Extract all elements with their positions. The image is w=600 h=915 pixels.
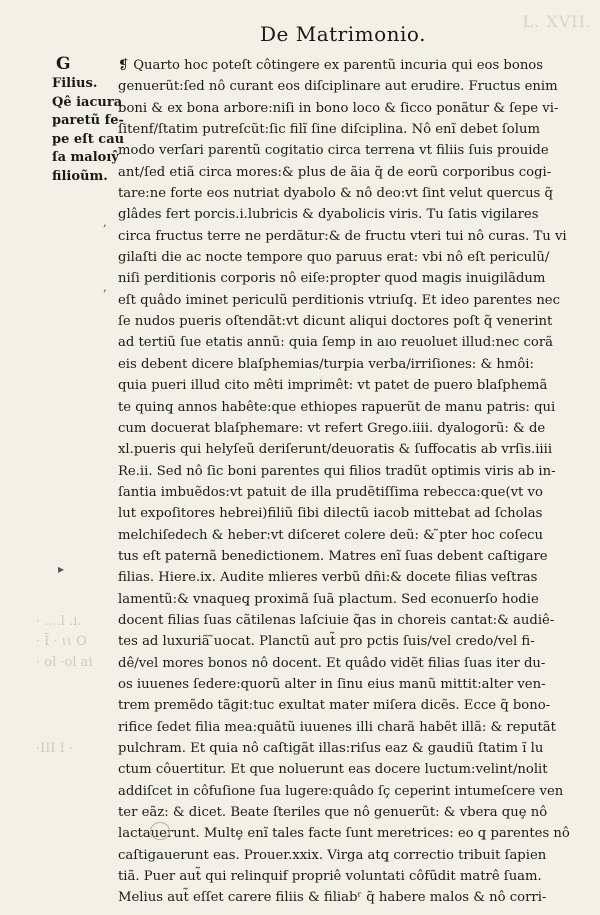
text-line: tes ad luxuriã ̃uocat. Planctũ aut̃ pro pctis ſuis/vel credo/vel fi- (118, 634, 535, 650)
text-line: tare:ne forte eos nutriat dyabolo & nô deo:vt ſint velut quercus q̃ (118, 186, 553, 202)
text-line: addiſcet in côfuſione ſua lugere:quâdo ſç ceperint intumeſcere ven (118, 783, 564, 799)
text-line: ant/ſed etiã circa mores:& plus de ãia q̃ de eorũ corporibus cogi- (118, 164, 552, 180)
text-line: tiã. Puer aut̃ qui relinquif propriê voluntati côfũdit matrê ſuam. (118, 869, 542, 885)
ink-stain (150, 822, 170, 840)
margin-note: paretũ fe- (52, 113, 124, 129)
text-line: cum docuerat blaſphemare: vt refert Grego.iiii. dyalogorũ: & de (118, 420, 546, 436)
text-line: ad tertiũ ſue etatis annũ: quia ſemp in aıo reuoluet illud:nec corã (118, 335, 553, 351)
text-line: glâdes fert porcis.i.lubricis & dyabolicis viris. Tu ſatis vigilares (118, 207, 539, 223)
margin-dot: , (103, 280, 107, 294)
margin-notes (52, 54, 125, 187)
text-line: docent filias ſuas cãtilenas laſciuie q̃as in choreis cantat:& audiê- (118, 612, 555, 628)
text-line: niſi perditionis corporis nô eiſe:propter quod magis inuigilãdum (118, 271, 546, 287)
text-line: Re.ii. Sed nô ſic boni parentes qui filios tradũt optimis viris ab in- (118, 463, 556, 479)
text-line: gilaſti die ac nocte tempore quo paruus erat: vbi nô eſt periculũ/ (118, 250, 550, 266)
margin-note: Qê iacura (52, 94, 123, 110)
faint-margin-mark: ·IΙΙ Ι · (36, 741, 74, 756)
text-line: Melius aut̃ eſſet carere filiis & filiabʳ q̃ habere malos & nô corri- (118, 890, 547, 906)
text-line: quia pueri illud cito mêti imprimêt: vt patet de puero blaſphemã (118, 378, 548, 394)
text-line: genuerũt:ſed nô curant eos diſciplinare aut erudire. Fructus enim (118, 79, 558, 95)
running-head: De Matrimonio. (260, 22, 426, 46)
text-line: xl.pueris qui helyſeũ deriſerunt/deuoratis & ſuffocatis ab vrſis.iiii (118, 442, 553, 458)
text-line: dê/vel mores bonos nô docent. Et quâdo vidẽt filias ſuas iter du- (118, 655, 546, 671)
faint-margin-mark: · ol ·ol ai (36, 655, 93, 670)
body-text (118, 55, 578, 909)
faint-margin-mark: · Ī · ιι O (36, 634, 87, 649)
text-line: ter eãz: & dicet. Beate ſteriles que nô genuerũt: & vbera quȩ nô (118, 805, 548, 821)
text-line: ſe nudos pueris oſtendãt:vt dicunt aliqui doctores poſt q̃ venerint (118, 314, 553, 330)
text-line: ſitenf/ſtatim putreſcũt:ſic filĩ ſine diſciplina. Nô enĩ debet ſolum (118, 122, 540, 138)
text-line: eſt quâdo iminet periculũ perditionis vtriuſq̧. Et ideo parentes nec (118, 292, 561, 308)
text-line: filias. Hiere.ix. Audite mlieres verbũ dñi:& docete filias veſtras (118, 570, 538, 586)
text-line: ſantia imbuẽdos:vt patuit de illa prudẽtiſſima rebecca:que(vt vo (118, 484, 543, 500)
text-line: trem premẽdo tãgit:tuc exultat mater miſera dicẽs. Ecce q̃ bono- (118, 698, 551, 714)
margin-note: Filius. (52, 76, 98, 91)
margin-g-mark: G (56, 54, 71, 74)
text-line: modo verſari parentũ cogitatio circa terrena vt filiis ſuis prouide (118, 143, 549, 159)
text-line: caſtigauerunt eas. Prouer.xxix. Virga atq̧ correctio tribuit ſapien (118, 847, 547, 863)
text-line: lut expoſitores hebrei)filiũ ſibi dilectũ iacob mittebat ad ſcholas (118, 506, 543, 522)
show-through-text: L. XVII. (522, 12, 592, 31)
text-line: ctum côuertitur. Et que noluerunt eas docere luctum:velint/nolit (118, 762, 548, 778)
text-line: ❡ Quarto hoc poteſt côtingere ex parentũ incuria qui eos bonos (118, 58, 544, 73)
text-line: circa fructus terre ne perdãtur:& de fructu vteri tui nô curas. Tu vi (118, 228, 567, 244)
text-line: lactauerunt. Multȩ enĩ tales facte ſunt meretrices: eo q̧ parentes nô (118, 826, 570, 842)
text-line: tus eſt paternã benedictionem. Matres enĩ ſuas debent caſtigare (118, 548, 548, 564)
text-line: eis debent dicere blaſphemias/turpia verba/irriſiones: & hmôi: (118, 356, 534, 372)
margin-dot: , (103, 215, 107, 229)
margin-pointer-icon: ▸ (58, 562, 65, 576)
text-line: lamentũ:& vnaqueq̧ proximã ſuã plactum. Sed econuerſo hodie (118, 591, 539, 607)
margin-note: pe eſt cau (52, 131, 125, 147)
text-line: boni & ex bona arbore:niſi in bono loco & ſicco ponãtur & ſepe vi- (118, 100, 559, 116)
faint-margin-mark: · ....l .i. (36, 614, 82, 629)
margin-note: filioũm. (52, 168, 108, 184)
text-line: rifice ſedet filia mea:quãtũ iuuenes illi charã habẽt illã: & reputãt (118, 719, 556, 735)
text-line: os iuuenes ſedere:quorũ alter in ſinu eius manũ mittit:alter ven- (118, 676, 546, 692)
text-line: te quinq̧ annos habête:que ethiopes rapuerũt de manu patris: qui (118, 399, 556, 415)
text-line: pulchram. Et quia nô caſtigãt illas:riſus eaz & gaudiũ ſtatim ĩ lu (118, 741, 544, 756)
margin-note: ſa maloıŷ (52, 150, 119, 166)
text-line: melchiſedech & heber:vt diſceret colere deũ: & ̃pter hoc coſecu (118, 527, 544, 543)
